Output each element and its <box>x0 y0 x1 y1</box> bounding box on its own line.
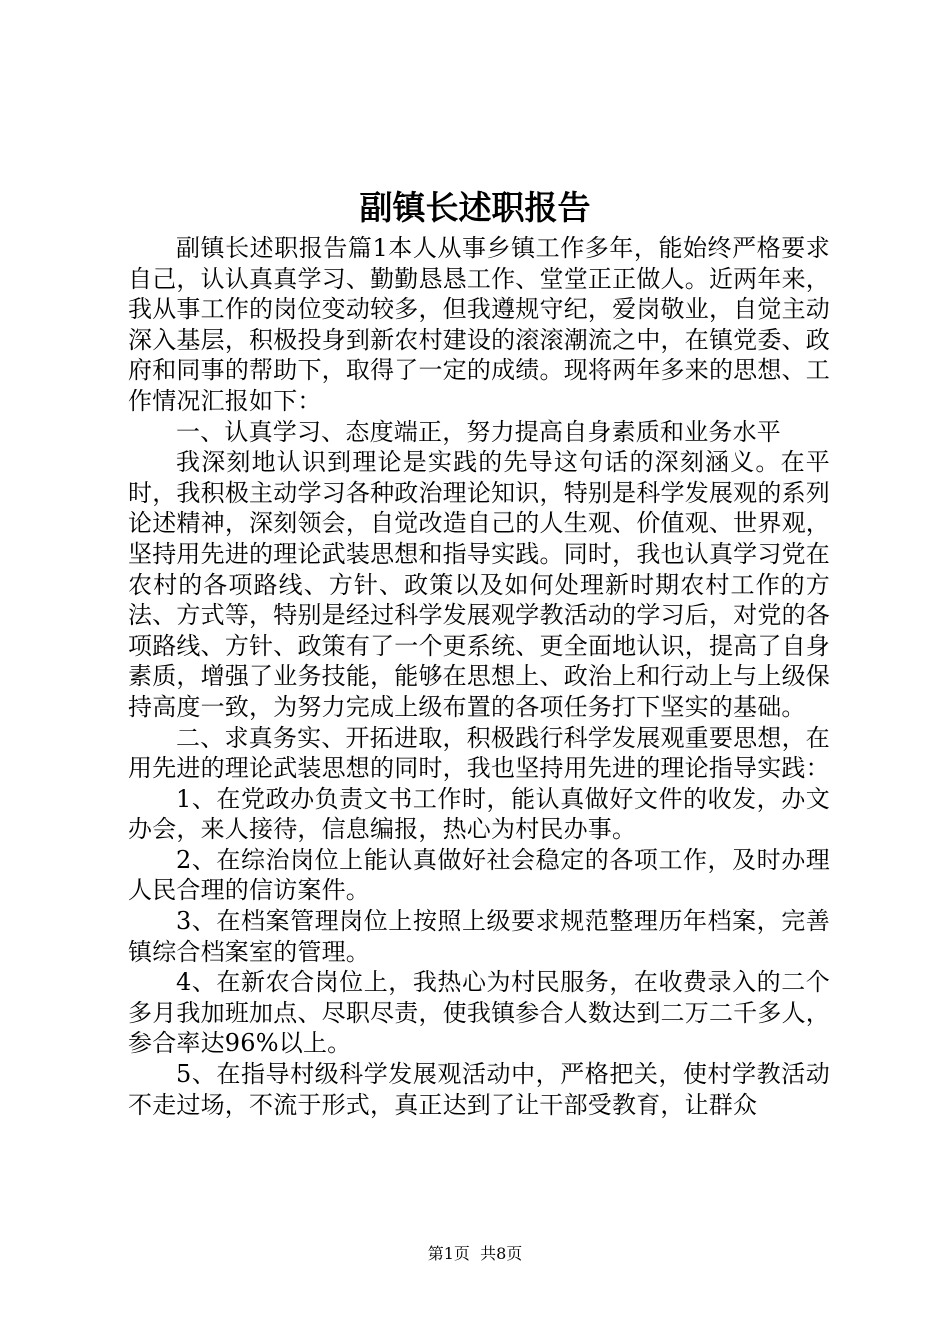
document-body <box>128 233 830 1120</box>
page-footer <box>0 1244 950 1264</box>
page-number: 第1页 <box>427 1244 470 1263</box>
list-item-2: 2、在综治岗位上能认真做好社会稳定的各项工作，及时办理人民合理的信访案件。 <box>128 845 830 905</box>
list-item-4: 4、在新农合岗位上，我热心为村民服务，在收费录入的二个多月我加班加点、尽职尽责，使我镇参合人数达到二万二千多人，参合率达96%以上。 <box>128 968 830 1058</box>
section-heading-2: 二、求真务实、开拓进取，积极践行科学发展观重要思想，在用先进的理论武装思想的同时，我也坚持用先进的理论指导实践： <box>128 723 830 783</box>
document-title: 副镇长述职报告 <box>359 188 591 227</box>
paragraph-intro: 副镇长述职报告篇1本人从事乡镇工作多年，能始终严格要求自己，认认真真学习、勤勤恳恳工作、堂堂正正做人。近两年来，我从事工作的岗位变动较多，但我遵规守纪，爱岗敬业，自觉主动深入基层，积极投身到新农村建设的滚滚潮流之中，在镇党委、政府和同事的帮助下，取得了一定的成绩。现将两年多来的思想、工作情况汇报如下： <box>128 234 830 415</box>
list-item-3: 3、在档案管理岗位上按照上级要求规范整理历年档案，完善镇综合档案室的管理。 <box>128 907 830 966</box>
list-item-1: 1、在党政办负责文书工作时，能认真做好文件的收发，办文办会，来人接待，信息编报，热心为村民办事。 <box>128 784 830 844</box>
page-total: 共8页 <box>480 1244 523 1263</box>
section-heading-1: 一、认真学习、态度端正，努力提高自身素质和业务水平 <box>176 417 781 446</box>
list-item-5: 5、在指导村级科学发展观活动中，严格把关，使村学教活动不走过场，不流于形式，真正达到了让干部受教育，让群众 <box>128 1060 830 1119</box>
paragraph-study: 我深刻地认识到理论是实践的先导这句话的深刻涵义。在平时，我积极主动学习各种政治理论知识，特别是科学发展观的系列论述精神，深刻领会，自觉改造自己的人生观、价值观、世界观，坚持用先进的理论武装思想和指导实践。同时，我也认真学习党在农村的各项路线、方针、政策以及如何处理新时期农村工作的方法、方式等，特别是经过科学发展观学教活动的学习后，对党的各项路线、方针、政策有了一个更系统、更全面地认识，提高了自身素质，增强了业务技能，能够在思想上、政治上和行动上与上级保持高度一致，为努力完成上级布置的各项任务打下坚实的基础。 <box>128 448 830 721</box>
